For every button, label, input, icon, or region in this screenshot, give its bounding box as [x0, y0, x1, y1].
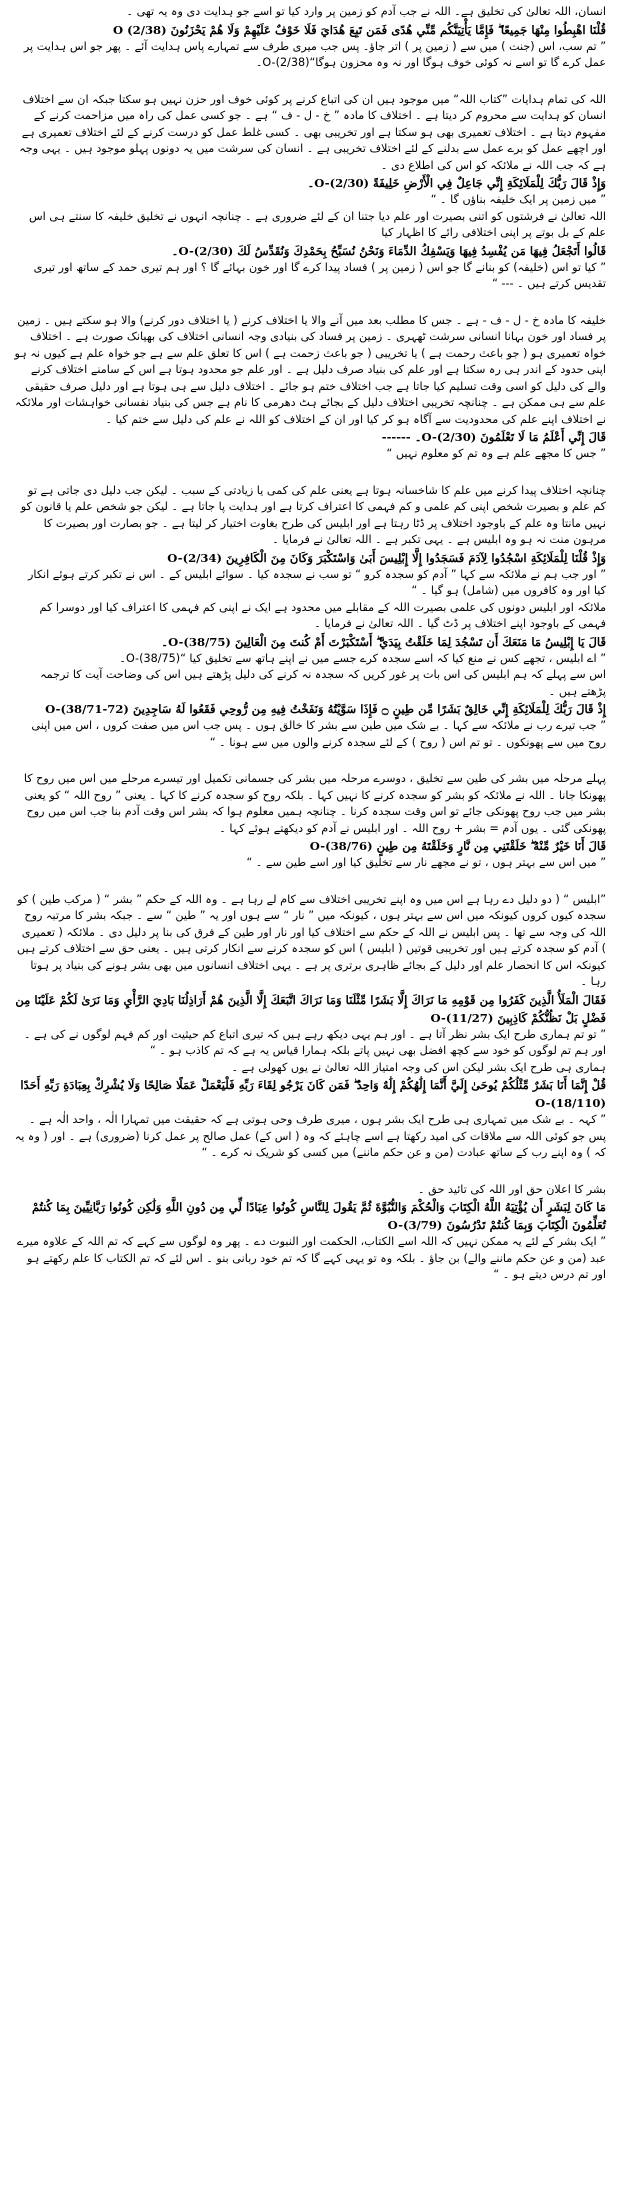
- body-paragraph: بشر کا اعلان حق اور اللہ کی تائید حق ۔: [418, 1182, 606, 1196]
- verse-translation: ” ایک بشر کے لئے یہ ممکن نہیں کہ اللہ اسے الکتاب، الحکمت اور النبوت دے ۔ پھر وہ لوگوں سے کہے کہ تم اللہ کے علاوہ میرے عبد (من و عن حکم ماننے والے) بن جاؤ ۔ بلکہ وہ تو یہی کہے گا کہ تم خود ربانی بنو ۔ اس لئے کہ تم الکتاب کا علم رکھتے ہو اور تم درس دیتے ہو ۔ “: [17, 1235, 606, 1281]
- quran-verse: إِذْ قَالَ رَبُّكَ لِلْمَلَائِكَةِ إِنِّي خَالِقٌ بَشَرًا مِّن طِينٍ ۝ فَإِذَا سَوَّيْتُهُ وَنَفَخْتُ فِيهِ مِن رُّوحِي فَقَعُوا لَهُ سَاجِدِينَ O-(38/71-72): [45, 702, 606, 716]
- verse-translation: ” تم سب، اس (جنت ) میں سے ( زمین پر ) اتر جاؤ۔ پس جب میری طرف سے تمہارے پاس ہدایت آئے ۔ پھر جو اس ہدایت پر عمل کرے گا تو اسے نہ کوئی خوف ہوگا اور نہ وہ محزون ہوگا“O-(2/38)۔: [23, 39, 606, 69]
- verse-translation: ” جس کا مجھے علم ہے وہ تم کو معلوم نہیں “: [386, 447, 606, 460]
- verse-translation: ” اے ابلیس ، تجھے کس نے منع کیا کہ اسے سجدہ کرے جسے میں نے اپنے ہاتھ سے تخلیق کیا “O-(38/75)۔: [119, 651, 606, 665]
- body-paragraph: اللہ کی تمام ہدایات ”کتاب اللہ“ میں موجود ہیں ان کی اتباع کرنے پر کوئی خوف اور حزن نہیں ہو سکتا جبکہ ان سے اختلاف انسان کو ہدایت سے محروم کر دیتا ہے ۔ اختلاف کا مادہ ” خ - ل - ف “ ہے ۔ جو کسی عمل کی راہ میں مزاحمت کرنے کے مفہوم دیتا ہے ۔ اختلاف تعمیری بھی ہو سکتا ہے اور تخریبی بھی ۔ کسی غلط عمل کو درست کرنے کے لئے اختلاف تعمیری ہے اور اچھے عمل کو برے عمل سے بدلنے کے لئے اختلاف تخریبی ہے ۔ انسان کی سرشت میں یہ دونوں پہلو موجود ہیں ۔ یہی وجہ ہے کہ جب اللہ نے ملائکہ کو اس کی اطلاع دی ۔: [19, 92, 606, 172]
- body-paragraph: چنانچہ اختلاف پیدا کرنے میں علم کا شاخسانہ ہوتا ہے یعنی علم کی کمی یا زیادتی کے سبب ۔ لیکن جب دلیل دی جاتی ہے تو کم علم و بصیرت شخص اپنی کم علمی و کم فہمی کا اعتراف کرتا ہے اور ہدایت پا جاتا ہے ۔ لیکن جو شخص علم یا قانون کو نہیں مانتا وہ علم کے باوجود اختلاف پر ڈٹا رہتا ہے اور ابلیس کی طرح بغاوت اختیار کر لیتا ہے ۔ جو بصارت اور بصیرت کا مرہون منت نہ ہو وہ ابلیس ہے ۔ یہی تکبر ہے ۔ اللہ تعالیٰ نے فرمایا ۔: [20, 483, 606, 546]
- quran-verse: مَا كَانَ لِبَشَرٍ أَن يُؤْتِيَهُ اللَّهُ الْكِتَابَ وَالْحُكْمَ وَالنُّبُوَّةَ ثُمَّ يَقُولَ لِلنَّاسِ كُونُوا عِبَادًا لِّي مِن دُونِ اللَّهِ وَلَٰكِن كُونُوا رَبَّانِيِّينَ بِمَا كُنتُمْ تُعَلِّمُونَ الْكِتَابَ وَبِمَا كُنتُمْ تَدْرُسُونَ O-(3/79): [31, 1200, 606, 1232]
- body-paragraph: ”ابلیس “ ( دو دلیل دے رہا ہے اس میں وہ اپنے تخریبی اختلاف سے کام لے رہا ہے ۔ وہ اللہ کے حکم ” بشر “ ( مرکب طین ) کو سجدہ کیوں کروں کیونکہ میں اس سے بہتر ہوں ، کیونکہ میں ” نار “ سے ہوں اور یہ ” طین “ سے ۔ جبکہ بشر کا مرتبہ روح اللہ کی وجہ سے تھا ۔ پس ابلیس نے اللہ کے حکم سے اختلاف کیا اور نار اور طین کے فرق کی بنا پر دلیل دی ۔ ملائکہ ( تعمیری ) آدم کو سجدہ کرتے ہیں اور تخریبی قوتیں ( ابلیس ) اس کو سجدہ کرنے سے انکار کرتی ہیں ۔ یعنی حق سے اختلاف کرتے ہیں کیونکہ اس کا انحصار علم اور دلیل کے بجائے ظاہری برتری پر ہے ۔ یہی اختلاف انسانوں میں بھی بشر ہونے کی بنیاد پر ہوتا رہا ۔: [16, 892, 606, 988]
- verse-translation: ” کہہ ۔ بے شک میں تمہاری ہی طرح ایک بشر ہوں ، میری طرف وحی ہوتی ہے کہ حقیقت میں تمہارا الٰہ ، واحد الٰہ ہے ۔ پس جو کوئی اللہ سے ملاقات کی امید رکھتا ہے اسے چاہئے کہ وہ ( اس کے) عمل صالح پر عمل کرنا (ضروری) ہے ۔ اور ( وہ یہ کہ ) وہ اپنے رب کے ساتھ عبادت (من و عن حکم ماننے) میں کسی کو شریک نہ کرے ۔ “: [14, 1113, 606, 1159]
- verse-translation: ” جب تیرے رب نے ملائکہ سے کہا ۔ بے شک میں طین سے بشر کا خالق ہوں ۔ پس جب اس میں صفت کروں ، اس میں اپنی روح میں سے پھونکوں ۔ تو تم اس ( روح ) کے لئے سجدہ کرنے والوں میں سے ہونا ۔ “: [31, 719, 606, 749]
- quran-verse: وَإِذْ قُلْنَا لِلْمَلَائِكَةِ اسْجُدُوا لِآدَمَ فَسَجَدُوا إِلَّا إِبْلِيسَ أَبَىٰ وَاسْتَكْبَرَ وَكَانَ مِنَ الْكَافِرِينَ O-(2/34): [167, 550, 606, 565]
- verse-translation: ” میں اس سے بہتر ہوں ، تو نے مجھے نار سے تخلیق کیا اور اسے طین سے ۔ “: [246, 856, 606, 869]
- body-paragraph: ہماری ہی طرح ایک بشر لیکن اس کی وجہ امتیاز اللہ تعالیٰ نے یوں کھولی ہے ۔: [231, 1060, 606, 1074]
- body-paragraph: اس سے پہلے کہ ہم ابلیس کی اس بات پر غور کریں کہ سجدہ نہ کرنے کی دلیل پڑھتے ہیں اس کی وضاحت آیت کا ترجمہ پڑھتے ہیں ۔: [40, 668, 606, 698]
- quran-verse: قُلْنَا اهْبِطُوا مِنْهَا جَمِيعًا ۖ فَإِمَّا يَأْتِيَنَّكُم مِّنِّي هُدًى فَمَن تَبِعَ هُدَايَ فَلَا خَوْفٌ عَلَيْهِمْ وَلَا هُمْ يَحْزَنُونَ O (2/38): [113, 22, 606, 37]
- quran-verse: قَالَ يَا إِبْلِيسُ مَا مَنَعَكَ أَن تَسْجُدَ لِمَا خَلَقْتُ بِيَدَيَّ ۖ أَسْتَكْبَرْتَ أَمْ كُنتَ مِنَ الْعَالِينَ O-(38/75)۔: [161, 634, 606, 649]
- body-paragraph: پہلے مرحلہ میں بشر کی طین سے تخلیق ، دوسرے مرحلہ میں بشر کی جسمانی تکمیل اور تیسرے مرحلے میں اس میں روح کا پھونکا جانا ۔ اللہ نے ملائکہ کو بشر کو سجدہ کرنے کا نہیں کہا ۔ بلکہ روح کو سجدہ کرنے کا کہا ۔ یعنی ” روح اللہ “ کو یعنی بشر میں جب روح پھونکی جائے تو اس وقت سجدہ کرنا ۔ چنانچہ ہمیں معلوم ہوا کہ بشر اس وقت آدم بنا جب اس میں روح پھونکی گئی ۔ یوں آدم = بشر + روح اللہ ۔ اور ابلیس نے آدم کو دیکھتے ہوئے کہا ۔: [23, 772, 606, 835]
- verse-translation: ” میں زمین پر ایک خلیفہ بناؤں گا ۔ “: [430, 193, 606, 206]
- quran-verse: وَإِذْ قَالَ رَبُّكَ لِلْمَلَائِكَةِ إِنِّي جَاعِلٌ فِي الْأَرْضِ خَلِيفَةً O-(2/30)۔: [307, 176, 606, 190]
- verse-translation: ” تو تم ہماری طرح ایک بشر نظر آتا ہے ۔ اور ہم یہی دیکھ رہے ہیں کہ تیری اتباع کم حیثیت اور کم فہم لوگوں نے کی ہے ۔ اور ہم تم لوگوں کو خود سے کچھ افضل بھی نہیں پاتے بلکہ ہمارا قیاس یہ ہے کہ تم کاذب ہو ۔ “: [23, 1027, 606, 1057]
- quran-verse: قَالُوا أَتَجْعَلُ فِيهَا مَن يُفْسِدُ فِيهَا وَيَسْفِكُ الدِّمَاءَ وَنَحْنُ نُسَبِّحُ بِحَمْدِكَ وَنُقَدِّسُ لَكَ O-(2/30)۔: [171, 243, 606, 258]
- body-paragraph: خلیفہ کا مادہ خ - ل - ف - ہے ۔ جس کا مطلب بعد میں آنے والا یا اختلاف کرنے ( یا اختلاف دور کرنے) والا ہو سکتے ہیں ۔ زمین پر فساد اور خون بہانا انسانی سرشت ٹھہری ۔ زمین پر فساد کی بنیادی وجہ انسانی اختلاف کی بھیانک صورت ہے ۔ اختلاف خواہ تعمیری ہو ( جو باعث رحمت ہے ) یا تخریبی ( جو باعث زحمت ہے ) اس کا تعلق علم سے ہے جو خواہ علم ہے کیوں نہ ہو اپنی حدود کے اندر ہی رہ سکتا ہے اور علم کی بنیاد صرف دلیل ہے ۔ اور علم جو محدود ہوتا ہے اس کے سامنے اختلاف کرنے والے کی دلیل کو اسی وقت تسلیم کیا جاتا ہے جب اختلاف ختم ہو جائے ۔ اختلاف دلیل سے ہی ہوتا ہے اور دلیل صرف حقیقی علم سے ہی ممکن ہے ۔ چنانچہ تخریبی اختلاف دلیل کے بجائے ہٹ دھرمی کا نام ہے جس کی بنیاد نفسانی خواہشات اور ملائکہ نے اختلاف اپنے علم کی محدودیت سے آگاہ ہو کر کیا اور ان کے اختلاف کو اللہ نے علم کی دلیل سے ختم کیا ۔: [14, 313, 606, 426]
- quran-verse: قُلْ إِنَّمَا أَنَا بَشَرٌ مِّثْلُكُمْ يُوحَىٰ إِلَيَّ أَنَّمَا إِلَٰهُكُمْ إِلَٰهٌ وَاحِدٌ ۖ فَمَن كَانَ يَرْجُو لِقَاءَ رَبِّهِ فَلْيَعْمَلْ عَمَلًا صَالِحًا وَلَا يُشْرِكْ بِعِبَادَةِ رَبِّهِ أَحَدًا O-(18/110): [20, 1078, 606, 1110]
- quran-verse: قَالَ أَنَا خَيْرٌ مِّنْهُ ۖ خَلَقْتَنِي مِن نَّارٍ وَخَلَقْتَهُ مِن طِينٍ O-(38/76): [309, 839, 606, 853]
- verse-translation: ” کیا تو اس (خلیفہ) کو بنانے گا جو اس ( زمین پر ) فساد پیدا کرے گا اور خون بہائے گا ؟ اور ہم تیری حمد کے ساتھ اور تیری تقدیس کرتے ہیں ۔ --- “: [33, 260, 606, 290]
- body-paragraph: اللہ تعالیٰ نے فرشتوں کو اتنی بصیرت اور علم دیا جتنا ان کے لئے ضروری ہے ۔ چنانچہ انہوں نے تخلیق خلیفہ کا سنتے ہی اس علم کے بل بوتے پر اپنی اختلافی رائے کا اظہار کیا: [28, 209, 606, 239]
- body-paragraph: انسان، اللہ تعالیٰ کی تخلیق ہے۔ اللہ نے جب آدم کو زمین پر وارد کیا تو اسے جو ہدایت دی وہ یہ تھی ۔: [126, 5, 606, 18]
- body-paragraph: ملائکہ اور ابلیس دونوں کی علمی بصیرت اللہ کے مقابلے میں محدود ہے ایک نے اپنی کم فہمی کا اعتراف کیا اور دوسرا کم فہمی کے باوجود اپنے اختلاف پر ڈٹ گیا ۔ اللہ تعالیٰ نے فرمایا ۔: [39, 600, 606, 630]
- verse-translation: ” اور جب ہم نے ملائکہ سے کہا ” آدم کو سجدہ کرو “ تو سب نے سجدہ کیا ۔ سوائے ابلیس کے ۔ اس نے تکبر کرتے ہوئے انکار کیا اور وہ کافروں میں (شامل) ہو گیا ۔ “: [28, 567, 606, 597]
- quran-verse: فَقَالَ الْمَلَأُ الَّذِينَ كَفَرُوا مِن قَوْمِهِ مَا نَرَاكَ إِلَّا بَشَرًا مِّثْلَنَا وَمَا نَرَاكَ اتَّبَعَكَ إِلَّا الَّذِينَ هُمْ أَرَاذِلُنَا بَادِيَ الرَّأْيِ وَمَا نَرَىٰ لَكُمْ عَلَيْنَا مِن فَضْلٍ بَلْ نَظُنُّكُمْ كَاذِبِينَ O-(11/27): [15, 992, 606, 1025]
- quran-verse: قَالَ إِنِّي أَعْلَمُ مَا لَا تَعْلَمُونَ O-(2/30)۔ ------: [381, 430, 606, 444]
